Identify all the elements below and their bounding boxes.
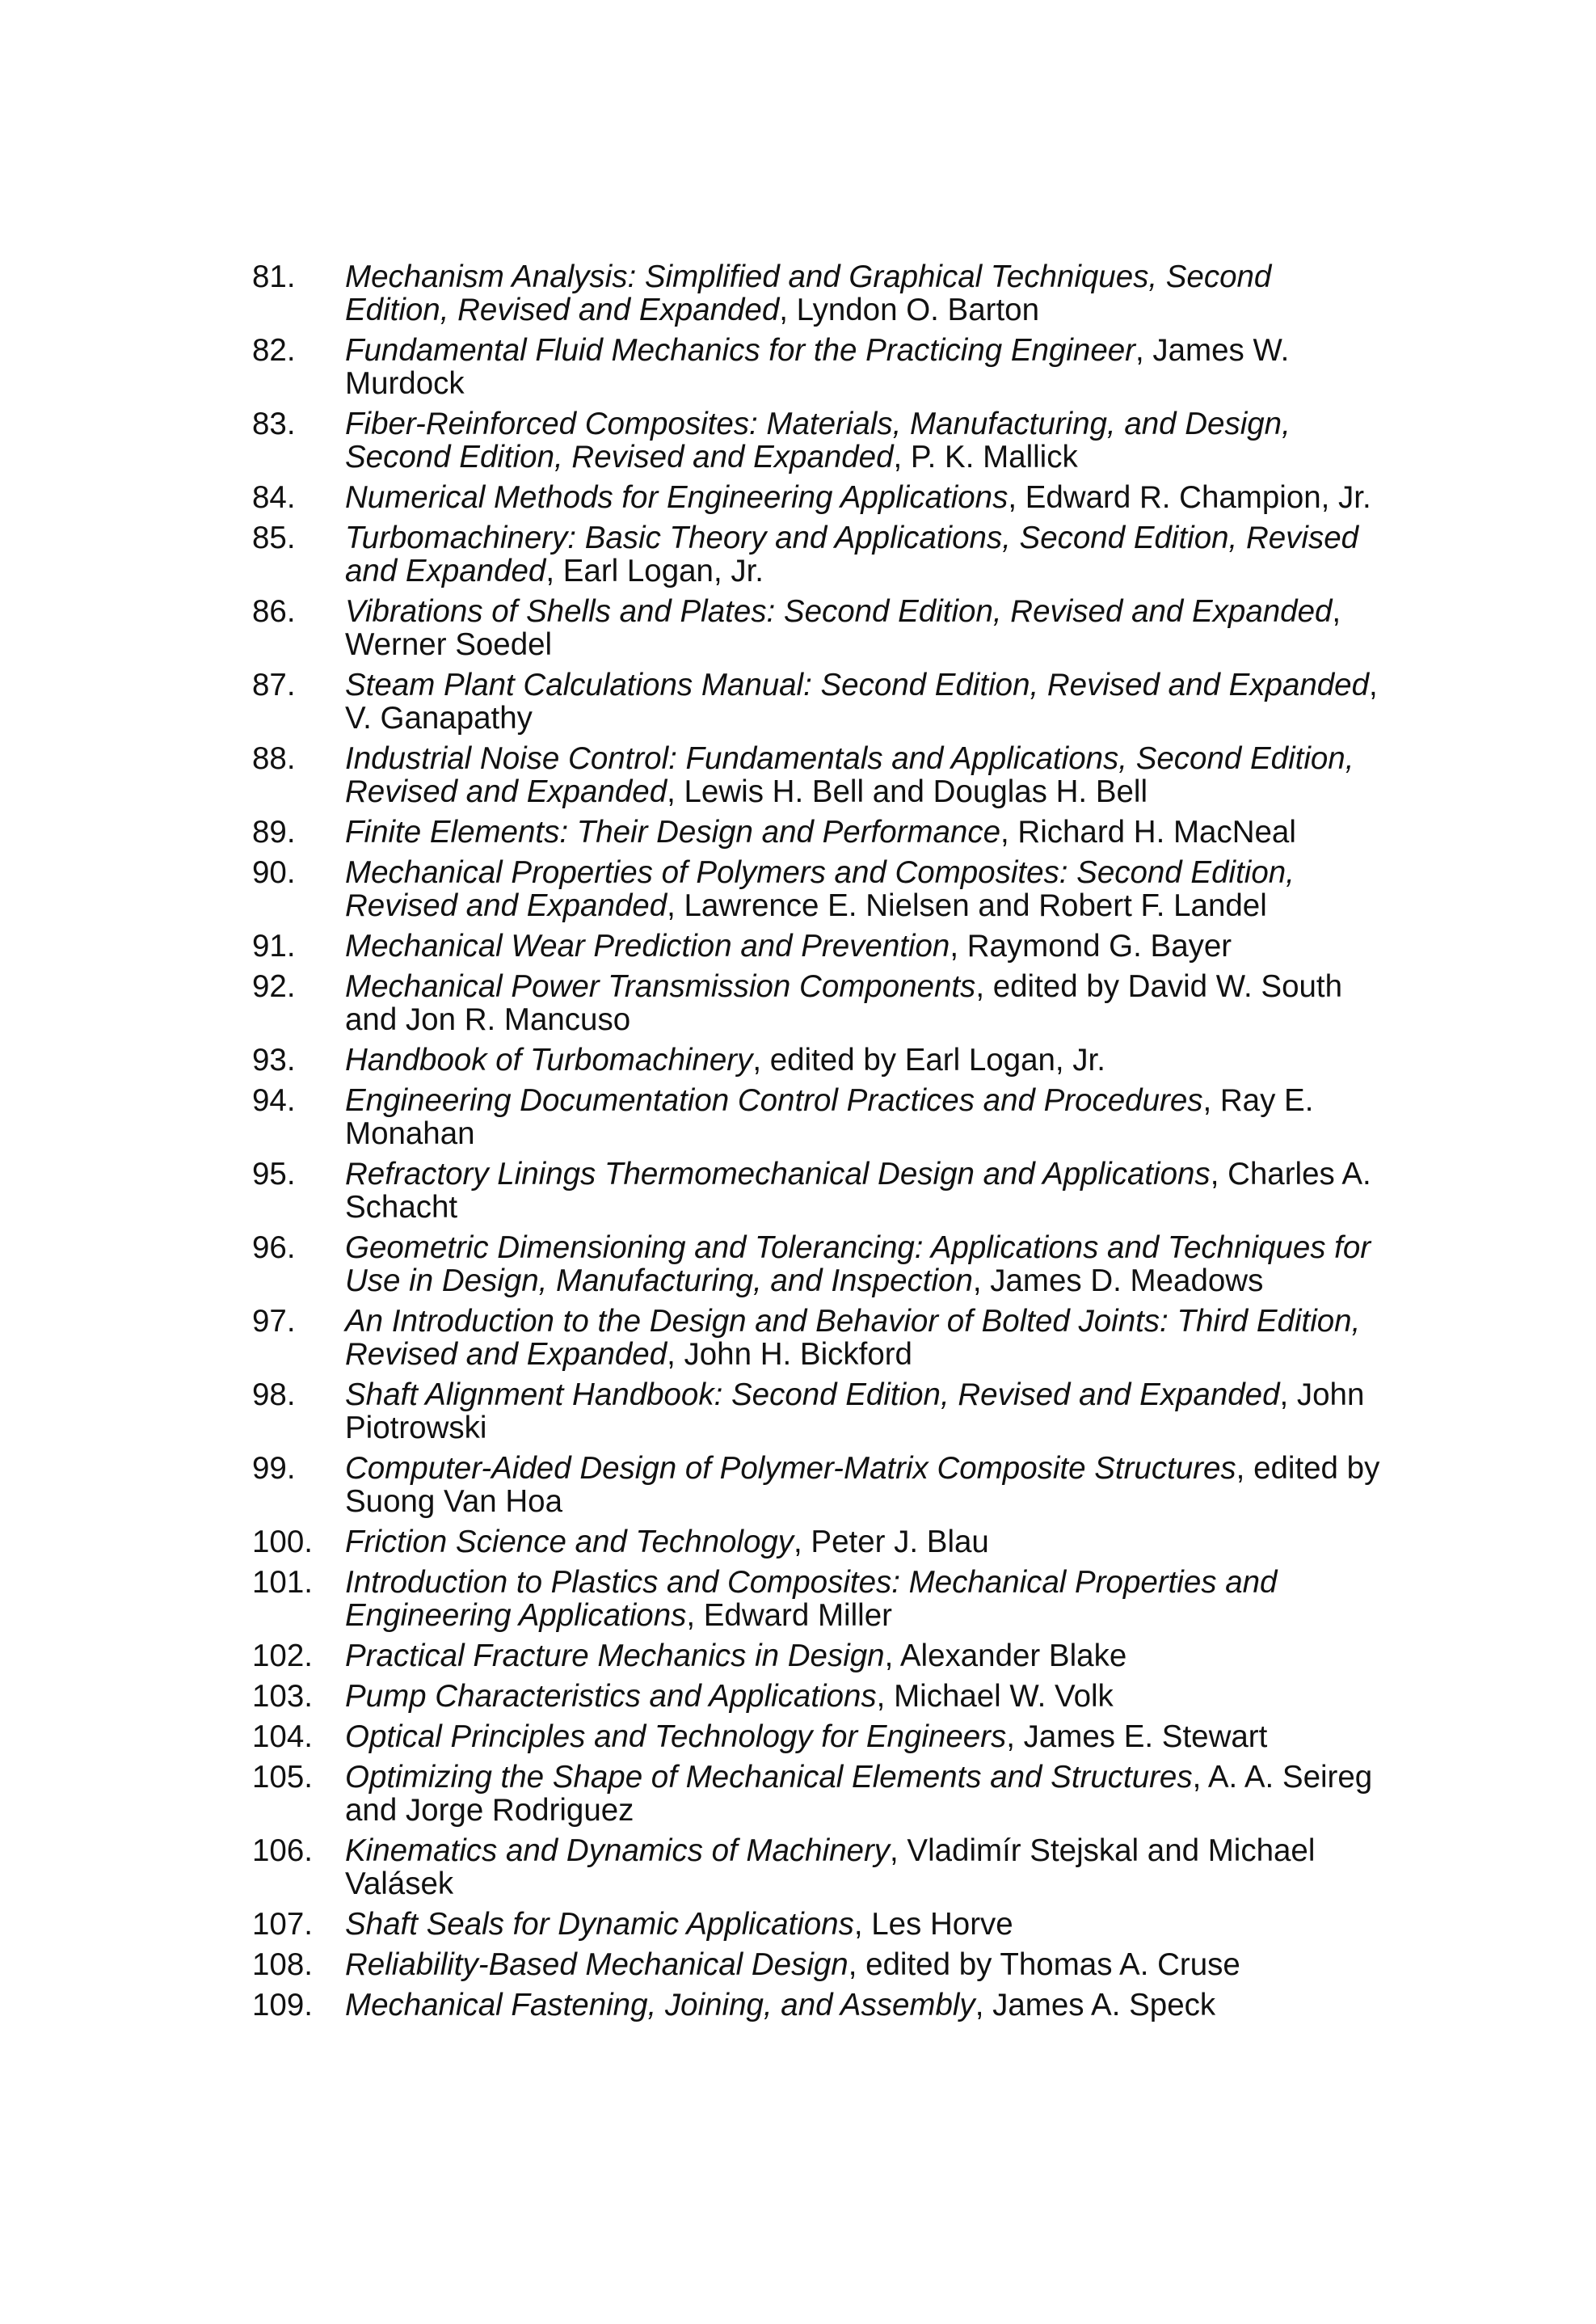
book-author: , Edward R. Champion, Jr. — [1008, 480, 1371, 515]
list-item — [252, 1305, 1383, 1371]
list-item — [252, 1378, 1383, 1445]
book-title: Reliability-Based Mechanical Design — [345, 1947, 849, 1982]
book-author: , Peter J. Blau — [794, 1525, 989, 1559]
list-item — [252, 1639, 1383, 1672]
entry-number: 103. — [252, 1679, 313, 1714]
book-author: , Raymond G. Bayer — [950, 929, 1232, 964]
book-title: Steam Plant Calculations Manual: Second Edition, Revised and Expanded — [345, 668, 1370, 702]
book-author: , James E. Stewart — [1006, 1719, 1268, 1754]
book-author: , V. Ganapathy — [345, 668, 1378, 736]
book-title: Fundamental Fluid Mechanics for the Practicing Engineer — [345, 333, 1135, 368]
entry-number: 86. — [252, 594, 296, 629]
entry-number: 108. — [252, 1947, 313, 1982]
book-author: , James A. Speck — [975, 1988, 1216, 2022]
list-item — [252, 1044, 1383, 1077]
entry-number: 104. — [252, 1719, 313, 1754]
book-title: Shaft Seals for Dynamic Applications — [345, 1907, 854, 1942]
book-title: Pump Characteristics and Applications — [345, 1679, 877, 1714]
book-title: Mechanism Analysis: Simplified and Graphical Techniques, Second Edition, Revised and Expanded — [345, 259, 1272, 327]
book-title: Practical Fracture Mechanics in Design — [345, 1639, 885, 1673]
entry-number: 89. — [252, 815, 296, 850]
book-title: Fiber-Reinforced Composites: Materials, Manufacturing, and Design, Second Edition, Revised and Expanded — [345, 407, 1291, 475]
list-item — [252, 1761, 1383, 1827]
list-item — [252, 1834, 1383, 1900]
book-author: , Alexander Blake — [884, 1639, 1127, 1673]
book-author: , James W. Murdock — [345, 333, 1290, 401]
entry-number: 95. — [252, 1157, 296, 1192]
list-item — [252, 260, 1383, 327]
entry-number: 91. — [252, 929, 296, 964]
list-item — [252, 521, 1383, 588]
list-item — [252, 816, 1383, 849]
book-title: Finite Elements: Their Design and Performance — [345, 815, 1001, 850]
book-author: , edited by Suong Van Hoa — [345, 1451, 1380, 1519]
book-title: Shaft Alignment Handbook: Second Edition, Revised and Expanded — [345, 1377, 1280, 1412]
book-author: , Werner Soedel — [345, 594, 1341, 662]
book-title: Optimizing the Shape of Mechanical Elements and Structures — [345, 1760, 1193, 1795]
list-item — [252, 669, 1383, 735]
list-item — [252, 930, 1383, 963]
entry-number: 81. — [252, 259, 296, 294]
list-item — [252, 334, 1383, 400]
entry-number: 92. — [252, 969, 296, 1004]
book-author: , John Piotrowski — [345, 1377, 1365, 1445]
book-author: , Earl Logan, Jr. — [545, 554, 764, 588]
list-item — [252, 1566, 1383, 1632]
entry-number: 82. — [252, 333, 296, 368]
entry-number: 100. — [252, 1525, 313, 1559]
book-title: Industrial Noise Control: Fundamentals and Applications, Second Edition, Revised and Expanded — [345, 741, 1354, 809]
book-author: , Lawrence E. Nielsen and Robert F. Landel — [667, 888, 1267, 923]
list-item — [252, 1948, 1383, 1981]
book-title: Kinematics and Dynamics of Machinery — [345, 1833, 891, 1868]
book-title: An Introduction to the Design and Behavior of Bolted Joints: Third Edition, Revised and Expanded — [345, 1304, 1361, 1372]
book-title: Mechanical Fastening, Joining, and Assembly — [345, 1988, 975, 2022]
book-author: , edited by Earl Logan, Jr. — [752, 1043, 1105, 1078]
entry-number: 87. — [252, 668, 296, 702]
book-author: , Edward Miller — [686, 1598, 892, 1633]
list-item — [252, 1084, 1383, 1150]
entry-number: 93. — [252, 1043, 296, 1078]
book-title: Optical Principles and Technology for Engineers — [345, 1719, 1007, 1754]
book-author: , A. A. Seireg and Jorge Rodriguez — [345, 1760, 1373, 1828]
book-title: Numerical Methods for Engineering Applications — [345, 480, 1009, 515]
list-item — [252, 1158, 1383, 1224]
entry-number: 107. — [252, 1907, 313, 1942]
book-author: , Charles A. Schacht — [345, 1157, 1371, 1225]
book-author: , Lyndon O. Barton — [779, 293, 1039, 327]
entry-number: 96. — [252, 1230, 296, 1265]
book-title: Turbomachinery: Basic Theory and Applications, Second Edition, Revised and Expanded — [345, 521, 1359, 588]
list-item — [252, 1231, 1383, 1297]
entry-number: 90. — [252, 855, 296, 890]
list-item — [252, 1989, 1383, 2022]
entry-number: 85. — [252, 521, 296, 555]
entry-number: 94. — [252, 1083, 296, 1118]
book-author: , Lewis H. Bell and Douglas H. Bell — [667, 774, 1148, 809]
list-item — [252, 1525, 1383, 1558]
list-item — [252, 481, 1383, 514]
book-author: , Les Horve — [853, 1907, 1013, 1942]
entry-number: 88. — [252, 741, 296, 776]
entry-number: 84. — [252, 480, 296, 515]
entry-number: 98. — [252, 1377, 296, 1412]
list-item — [252, 742, 1383, 808]
book-title: Refractory Linings Thermomechanical Design and Applications — [345, 1157, 1211, 1192]
list-item — [252, 1908, 1383, 1941]
book-author: , Michael W. Volk — [876, 1679, 1114, 1714]
book-author: , Vladimír Stejskal and Michael Valásek — [345, 1833, 1316, 1901]
book-author: , James D. Meadows — [972, 1263, 1264, 1298]
entry-number: 99. — [252, 1451, 296, 1486]
book-author: , Ray E. Monahan — [345, 1083, 1314, 1151]
book-author: , John H. Bickford — [667, 1337, 912, 1372]
list-item — [252, 407, 1383, 474]
book-title: Friction Science and Technology — [345, 1525, 794, 1559]
book-author: , edited by Thomas A. Cruse — [848, 1947, 1240, 1982]
entry-number: 105. — [252, 1760, 313, 1795]
book-author: , edited by David W. South and Jon R. Mancuso — [345, 969, 1343, 1037]
entry-number: 101. — [252, 1565, 313, 1600]
book-author: , P. K. Mallick — [893, 440, 1078, 475]
book-title: Computer-Aided Design of Polymer-Matrix Composite Structures — [345, 1451, 1236, 1486]
list-item — [252, 1452, 1383, 1518]
entry-number: 83. — [252, 407, 296, 441]
list-item — [252, 856, 1383, 922]
series-book-list — [252, 260, 1383, 2029]
list-item — [252, 970, 1383, 1036]
entry-number: 109. — [252, 1988, 313, 2022]
list-item — [252, 595, 1383, 661]
book-title: Mechanical Properties of Polymers and Composites: Second Edition, Revised and Expanded — [345, 855, 1295, 923]
book-title: Mechanical Power Transmission Components — [345, 969, 976, 1004]
entry-number: 106. — [252, 1833, 313, 1868]
entry-number: 102. — [252, 1639, 313, 1673]
book-title: Handbook of Turbomachinery — [345, 1043, 753, 1078]
book-title: Vibrations of Shells and Plates: Second Edition, Revised and Expanded — [345, 594, 1333, 629]
book-title: Mechanical Wear Prediction and Prevention — [345, 929, 950, 964]
book-title: Introduction to Plastics and Composites: Mechanical Properties and Engineering Applications — [345, 1565, 1278, 1633]
book-author: , Richard H. MacNeal — [1000, 815, 1296, 850]
book-title: Engineering Documentation Control Practices and Procedures — [345, 1083, 1203, 1118]
list-item — [252, 1680, 1383, 1713]
book-title: Geometric Dimensioning and Tolerancing: Applications and Techniques for Use in Design, Manufacturing, and Inspection — [345, 1230, 1371, 1298]
entry-number: 97. — [252, 1304, 296, 1339]
list-item — [252, 1720, 1383, 1753]
